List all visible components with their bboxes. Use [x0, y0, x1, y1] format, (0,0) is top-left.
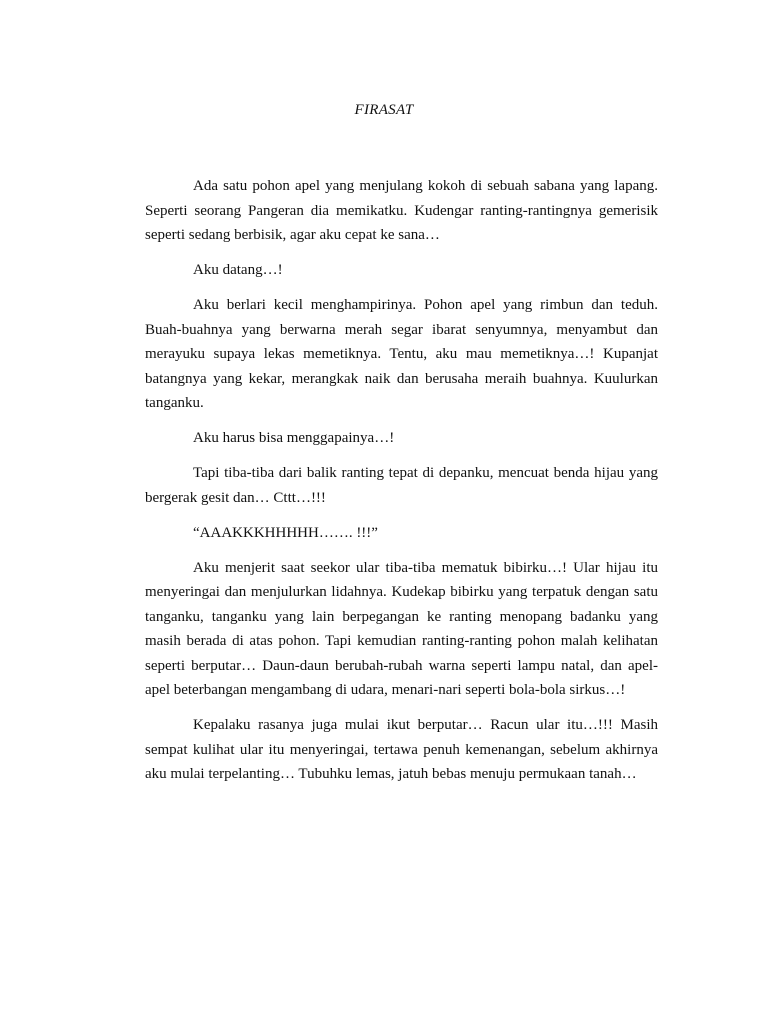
paragraph-2: Aku datang…!: [193, 262, 283, 278]
paragraph-6: “AAAKKKHHHHH……. !!!”: [193, 524, 378, 541]
story-body: [145, 174, 658, 797]
paragraph-4: Aku harus bisa menggapainya…!: [193, 430, 395, 446]
paragraph-8: Kepalaku rasanya juga mulai ikut berputar… Racun ular itu…!!! Masih sempat kulihat ular itu menyeringai, tertawa penuh kemenangan, sebelum akhirnya aku mulai terpelanting… Tubuhku lemas, jatuh bebas menuju permukaan tanah…: [145, 717, 658, 782]
paragraph-5: Tapi tiba-tiba dari balik ranting tepat di depanku, mencuat benda hijau yang bergerak gesit dan… Cttt…!!!: [145, 465, 658, 506]
story-title: FIRASAT: [354, 102, 414, 118]
paragraph-3: Aku berlari kecil menghampirinya. Pohon apel yang rimbun dan teduh. Buah-buahnya yang berwarna merah segar ibarat senyumnya, menyambut dan merayuku supaya lekas memetiknya. Tentu, aku mau memetiknya…! Kupanjat batangnya yang kekar, merangkak naik dan berusaha meraih buahnya. Kuulurkan tanganku.: [145, 297, 658, 411]
paragraph-7: Aku menjerit saat seekor ular tiba-tiba mematuk bibirku…! Ular hijau itu menyeringai dan menjulurkan lidahnya. Kudekap bibirku yang terpatuk dengan satu tanganku, tanganku yang lain berpegangan ke ranting menopang badanku yang masih berada di atas pohon. Tapi kemudian ranting-ranting pohon malah kelihatan seperti berputar… Daun-daun berubah-rubah warna seperti lampu natal, dan apel-apel beterbangan mengambang di udara, menari-nari seperti bola-bola sirkus…!: [145, 559, 658, 698]
paragraph-1: Ada satu pohon apel yang menjulang kokoh di sebuah sabana yang lapang. Seperti seorang Pangeran dia memikatku. Kudengar ranting-rantingnya gemerisik seperti sedang berbisik, agar aku cepat ke sana…: [145, 178, 658, 243]
